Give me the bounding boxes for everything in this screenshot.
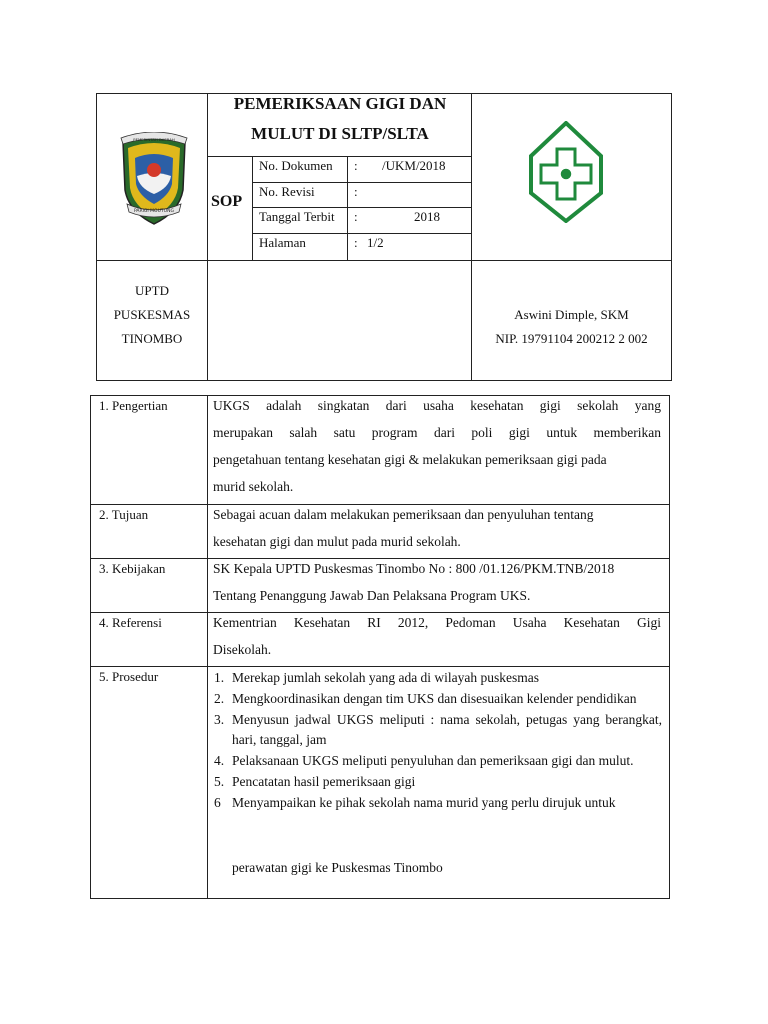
signer-nip: NIP. 19791104 200212 2 002: [495, 331, 648, 346]
section-text-line: merupakan salah satu program dari poli gigi untuk memberikan: [213, 425, 661, 440]
section-label-prosedur: 5. Prosedur: [99, 669, 159, 684]
field-sep: :: [354, 184, 358, 199]
procedure-list: [214, 668, 662, 813]
section-label-pengertian: 1. Pengertian: [99, 398, 168, 413]
section-label-kebijakan: 3. Kebijakan: [99, 561, 166, 576]
field-label: Halaman: [259, 235, 306, 250]
section-label-tujuan: 2. Tujuan: [99, 507, 149, 522]
field-sep: :: [354, 158, 358, 173]
procedure-step: 1. Merekap jumlah sekolah yang ada di wilayah puskesmas: [214, 670, 540, 685]
crest-band-text: PEMERINTAH DAERAH: [133, 137, 175, 142]
field-label: Tanggal Terbit: [259, 209, 335, 224]
procedure-step: 5. Pencatatan hasil pemeriksaan gigi: [214, 774, 416, 789]
procedure-step: 6 Menyampaikan ke pihak sekolah nama murid yang perlu dirujuk untuk: [214, 795, 616, 810]
org-line3: TINOMBO: [121, 331, 183, 346]
field-value-no-dokumen: /UKM/2018: [382, 158, 446, 173]
section-text-line: Sebagai acuan dalam melakukan pemeriksaan dan penyuluhan tentang: [213, 507, 594, 522]
section-text-line: kesehatan gigi dan mulut pada murid sekolah.: [213, 534, 461, 549]
puskesmas-logo-icon: [529, 121, 603, 223]
org-line2: PUSKESMAS: [113, 307, 191, 322]
field-sep: :: [354, 209, 358, 224]
section-text-line: murid sekolah.: [213, 479, 294, 494]
procedure-step: 3. Menyusun jadwal UKGS meliputi : nama sekolah, petugas yang berangkat, hari, tanggal, jam: [214, 712, 662, 747]
field-sep: :: [354, 235, 358, 250]
section-text-line: Tentang Penanggung Jawab Dan Pelaksana Program UKS.: [213, 588, 531, 603]
sop-label: SOP: [211, 193, 243, 210]
procedure-step-tail: perawatan gigi ke Puskesmas Tinombo: [232, 860, 443, 875]
document-title-line2: MULUT DI SLTP/SLTA: [251, 124, 429, 143]
signer-name: Aswini Dimple, SKM: [514, 307, 629, 322]
field-label: No. Revisi: [259, 184, 315, 199]
regency-crest-icon: [117, 132, 191, 226]
section-text-line: UKGS adalah singkatan dari usaha kesehatan gigi sekolah yang: [213, 398, 661, 413]
section-text-line: Kementrian Kesehatan RI 2012, Pedoman Usaha Kesehatan Gigi: [213, 615, 661, 630]
crest-ribbon-text: PARIGI MOUTONG: [133, 209, 175, 214]
document-title-line1: PEMERIKSAAN GIGI DAN: [233, 94, 447, 113]
field-value-halaman: 1/2: [367, 235, 384, 250]
section-text-line: pengetahuan tentang kesehatan gigi & melakukan pemeriksaan gigi pada: [213, 452, 607, 467]
section-text-line: Disekolah.: [213, 642, 272, 657]
section-label-referensi: 4. Referensi: [99, 615, 162, 630]
field-value-tanggal-terbit: 2018: [414, 209, 440, 224]
org-line1: UPTD: [135, 283, 169, 298]
procedure-step: 4. Pelaksanaan UKGS meliputi penyuluhan dan pemeriksaan gigi dan mulut.: [214, 753, 634, 768]
procedure-step: 2. Mengkoordinasikan dengan tim UKS dan disesuaikan kelender pendidikan: [214, 691, 637, 706]
section-text-line: SK Kepala UPTD Puskesmas Tinombo No : 800 /01.126/PKM.TNB/2018: [213, 561, 615, 576]
field-label: No. Dokumen: [259, 158, 333, 173]
